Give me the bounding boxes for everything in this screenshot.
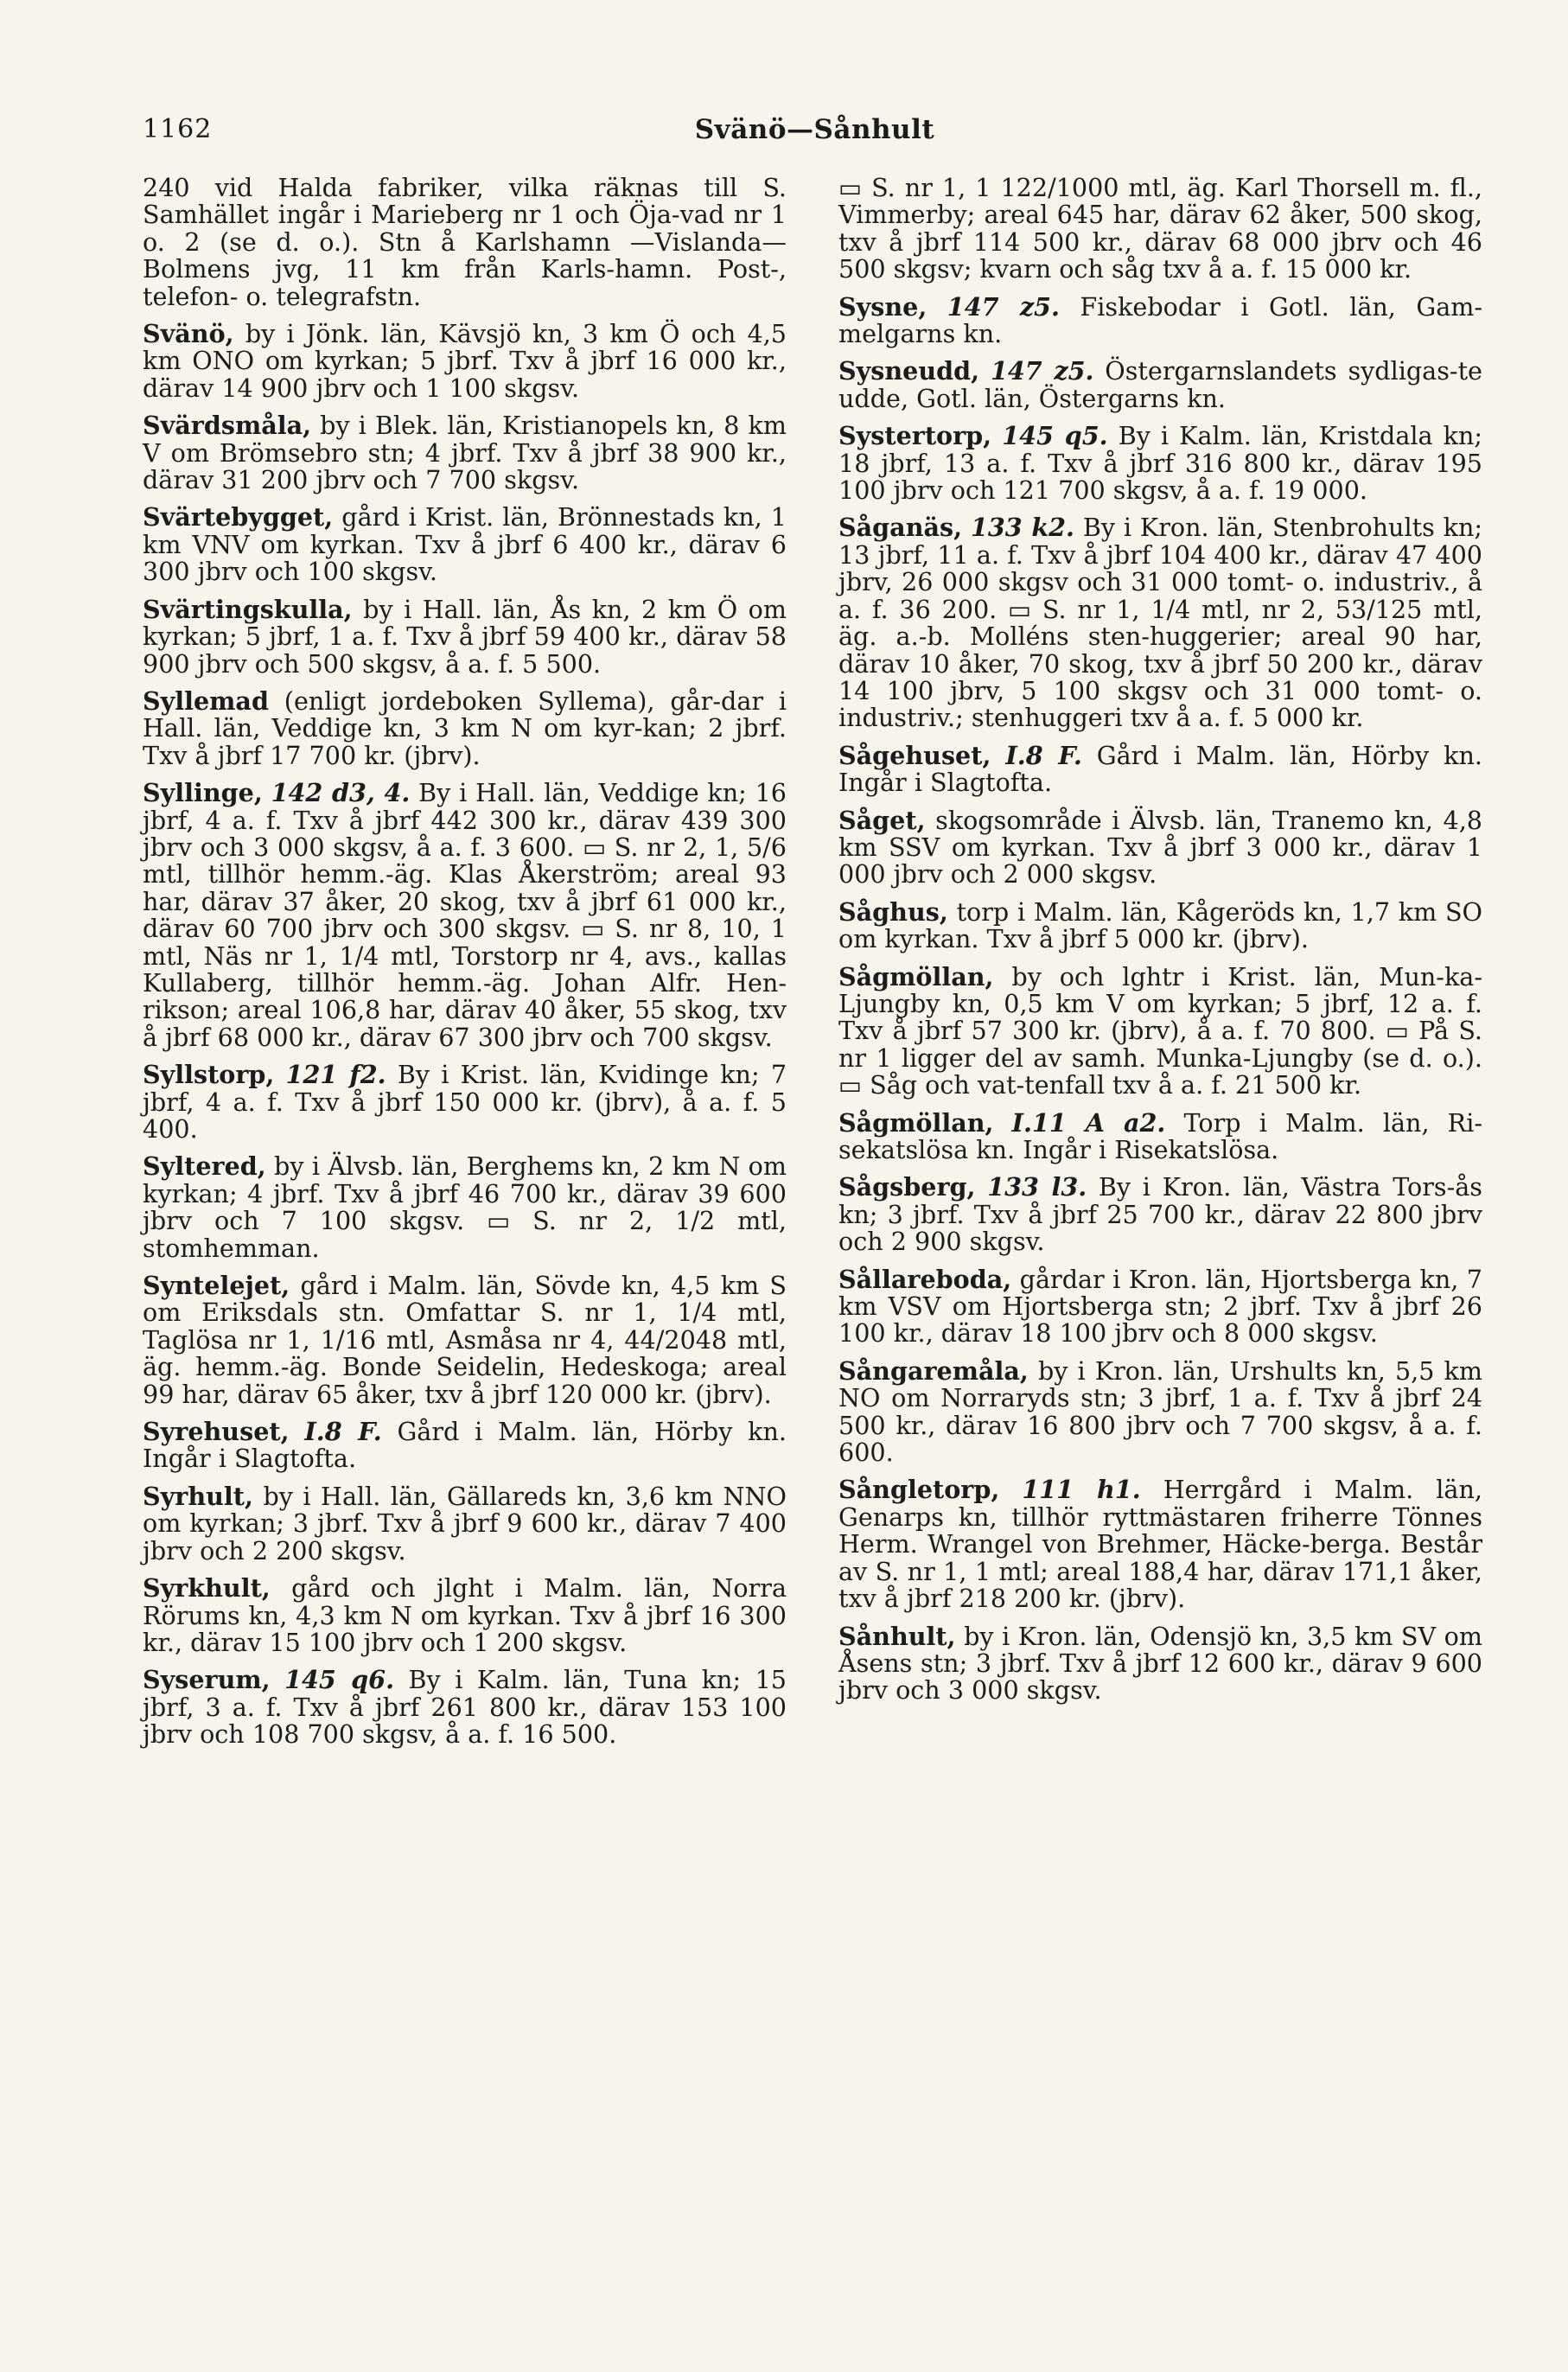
entry-text: gårdar i Kron. län, Hjortsberga kn, 7 km VSV om Hjortsberga stn; 2 jbrf. Txv å jbrf 26 100 kr., därav 18 100 jbrv och 8 000 skgsv. bbox=[838, 1264, 1482, 1349]
entry-headword: Systertorp, bbox=[838, 421, 992, 451]
entry-headword: Syserum, bbox=[143, 1665, 271, 1695]
entry-map-reference: 145 q5. bbox=[1002, 421, 1108, 451]
entry-headword: Sågsberg, bbox=[838, 1172, 976, 1202]
entry-text: by i Älvsb. län, Berghems kn, 2 km N om kyrkan; 4 jbrf. Txv å jbrf 46 700 kr., därav 39 600 jbrv och 7 100 skgsv. ▭ S. nr 2, 1/2 mtl, stomhemman. bbox=[143, 1151, 787, 1263]
entry-text: By i Hall. län, Veddige kn; 16 jbrf, 4 a. f. Txv å jbrf 442 300 kr., därav 439 300 jbrv och 3 000 skgsv, å a. f. 3 600. ▭ S. nr 2, 1, 5/6 mtl, tillhör hemm.-äg. Klas Åkerström; areal 93 har, därav 37 åker, 20 skog, txv å jbrf 61 000 kr., därav 60 700 jbrv och 300 skgsv. ▭ S. nr 8, 10, 1 mtl, Näs nr 1, 1/4 mtl, Torstorp nr 4, avs., kallas Kullaberg, tillhör hemm.-äg. Johan Alfr. Hen-rikson; areal 106,8 har, därav 40 åker, 55 skog, txv å jbrf 68 000 kr., därav 67 300 jbrv och 700 skgsv. bbox=[143, 778, 787, 1052]
entry-headword: Sågehuset, bbox=[838, 740, 991, 770]
entry-text: gård i Krist. län, Brönnestads kn, 1 km VNV om kyrkan. Txv å jbrf 6 400 kr., därav 6 300 jbrv och 100 skgsv. bbox=[143, 502, 787, 587]
entry-headword: Såghus, bbox=[838, 896, 948, 927]
entry-text: By i Kron. län, Västra Tors-ås kn; 3 jbrf. Txv å jbrf 25 700 kr., därav 22 800 jbrv och 2 900 skgsv. bbox=[838, 1172, 1482, 1257]
gazetteer-entry bbox=[143, 1153, 787, 1262]
entry-headword: Sysneudd, bbox=[838, 356, 980, 386]
gazetteer-entry bbox=[838, 1623, 1482, 1705]
gazetteer-entry bbox=[143, 504, 787, 585]
gazetteer-entry bbox=[143, 1667, 787, 1748]
entry-headword: Syrehuset, bbox=[143, 1417, 290, 1447]
entry-map-reference: 121 f2. bbox=[285, 1060, 386, 1090]
entry-map-reference: 133 l3. bbox=[987, 1172, 1087, 1202]
entry-text: Gård i Malm. län, Hörby kn. Ingår i Slagtofta. bbox=[143, 1417, 787, 1474]
entry-map-reference: 147 z5. bbox=[990, 356, 1094, 386]
entry-map-reference: 133 k2. bbox=[970, 513, 1075, 543]
gazetteer-entry bbox=[143, 1272, 787, 1408]
entry-map-reference: 147 z5. bbox=[947, 291, 1060, 322]
entry-text: ▭ S. nr 1, 1 122/1000 mtl, äg. Karl Thorsell m. fl., Vimmerby; areal 645 har, därav 62 åker, 500 skog, txv å jbrf 114 500 kr., därav 68 000 jbrv och 46 500 skgsv; kvarn och såg txv å a. f. 15 000 kr. bbox=[838, 173, 1482, 284]
entry-text: by i Hall. län, Ås kn, 2 km Ö om kyrkan; 5 jbrf, 1 a. f. Txv å jbrf 59 400 kr., därav 58 900 jbrv och 500 skgsv, å a. f. 5 500. bbox=[143, 594, 787, 679]
gazetteer-entry bbox=[838, 1266, 1482, 1348]
running-head: Svänö—Sånhult bbox=[694, 114, 935, 145]
entry-headword: Svänö, bbox=[143, 319, 234, 349]
entry-text: by i Blek. län, Kristianopels kn, 8 km V om Brömsebro stn; 4 jbrf. Txv å jbrf 38 900 kr., därav 31 200 jbrv och 7 700 skgsv. bbox=[143, 411, 787, 495]
entry-text: gård i Malm. län, Sövde kn, 4,5 km S om Eriksdals stn. Omfattar S. nr 1, 1/4 mtl, Taglösa nr 1, 1/16 mtl, Asmåsa nr 4, 44/2048 mtl, äg. hemm.-äg. Bonde Seidelin, Hedeskoga; areal 99 har, därav 65 åker, txv å jbrf 120 000 kr. (jbrv). bbox=[143, 1271, 787, 1409]
entry-headword: Syrkhult, bbox=[143, 1573, 271, 1604]
gazetteer-entry bbox=[143, 596, 787, 678]
gazetteer-entry bbox=[838, 1476, 1482, 1612]
gazetteer-entry bbox=[838, 358, 1482, 412]
entry-text: Fiskebodar i Gotl. län, Gam-melgarns kn. bbox=[838, 291, 1483, 349]
entry-text: By i Kalm. län, Kristdala kn; 18 jbrf, 13 a. f. Txv å jbrf 316 800 kr., därav 195 100 jbrv och 121 700 skgsv, å a. f. 19 000. bbox=[838, 421, 1482, 506]
entry-text: (enligt jordeboken Syllema), går-dar i Hall. län, Veddige kn, 3 km N om kyr-kan; 2 jbrf. Txv å jbrf 17 700 kr. (jbrv). bbox=[143, 685, 787, 770]
entry-headword: Svärtingskulla, bbox=[143, 594, 353, 624]
gazetteer-entry bbox=[143, 321, 787, 402]
entry-text: by i Jönk. län, Kävsjö kn, 3 km Ö och 4,5 km ONO om kyrkan; 5 jbrf. Txv å jbrf 16 000 kr., därav 14 900 jbrv och 1 100 skgsv. bbox=[143, 319, 787, 403]
entry-text: Herrgård i Malm. län, Genarps kn, tillhör ryttmästaren friherre Tönnes Herm. Wrangel von Brehmer, Häcke-berga. Består av S. nr 1, 1 mtl; areal 188,4 har, därav 171,1 åker, txv å jbrf 218 200 kr. (jbrv). bbox=[838, 1475, 1482, 1614]
entry-map-reference: 142 d3, 4. bbox=[271, 778, 411, 808]
gazetteer-entry bbox=[143, 412, 787, 494]
gazetteer-entry bbox=[143, 1419, 787, 1473]
entry-text: By i Kron. län, Stenbrohults kn; 13 jbrf, 11 a. f. Txv å jbrf 104 400 kr., därav 47 400 jbrv, 26 000 skgsv och 31 000 tomt- o. industriv., å a. f. 36 200. ▭ S. nr 1, 1/4 mtl, nr 2, 53/125 mtl, äg. a.-b. Molléns sten-huggerier; areal 90 har, därav 10 åker, 70 skog, txv å jbrf 50 200 kr., därav 14 100 jbrv, 5 100 skgsv och 31 000 tomt- o. industriv.; stenhuggeri txv å a. f. 5 000 kr. bbox=[838, 513, 1483, 733]
entry-headword: Sysne, bbox=[838, 291, 927, 322]
entry-headword: Såget, bbox=[838, 805, 926, 835]
entry-headword: Syllinge, bbox=[143, 778, 263, 808]
gazetteer-entry bbox=[143, 780, 787, 1051]
gazetteer-entry bbox=[838, 1107, 1483, 1164]
entry-headword: Sångaremåla, bbox=[838, 1355, 1029, 1386]
entry-headword: Syrhult, bbox=[143, 1481, 253, 1511]
entry-headword: Synteleјet, bbox=[143, 1271, 290, 1301]
entry-text: 240 vid Halda fabriker, vilka räknas till S. Samhället ingår i Marieberg nr 1 och Öja-vad nr 1 o. 2 (se d. o.). Stn å Karlshamn —Vislanda—Bolmens jvg, 11 km från Karls-hamn. Post-, telefon- o. telegrafstn. bbox=[143, 173, 787, 311]
entry-headword: Syllemad bbox=[143, 685, 269, 716]
entry-headword: Sågmöllan, bbox=[838, 961, 994, 992]
gazetteer-entry bbox=[143, 1483, 787, 1565]
entry-headword: Såganäs, bbox=[838, 513, 963, 543]
entry-text: torp i Malm. län, Kågeröds kn, 1,7 km SO om kyrkan. Txv å jbrf 5 000 kr. (jbrv). bbox=[838, 896, 1482, 954]
entry-map-reference: 145 q6. bbox=[284, 1665, 395, 1695]
entry-headword: Sångletorp, bbox=[838, 1475, 1000, 1505]
gazetteer-entry bbox=[838, 1355, 1482, 1468]
entry-text: Gård i Malm. län, Hörby kn. Ingår i Slagtofta. bbox=[838, 740, 1482, 798]
entry-text: by i Kron. län, Urshults kn, 5,5 km NO om Norraryds stn; 3 jbrf, 1 a. f. Txv å jbrf 24 500 kr., därav 16 800 jbrv och 7 700 skgsv, å a. f. 600. bbox=[838, 1355, 1482, 1468]
gazetteer-entry bbox=[838, 807, 1482, 889]
entry-map-reference: 111 h1. bbox=[1022, 1475, 1141, 1505]
gazetteer-entry bbox=[143, 1062, 787, 1143]
gazetteer-entry bbox=[143, 685, 787, 770]
entry-map-reference: I.11 A a2. bbox=[1011, 1107, 1166, 1138]
entry-text: by i Hall. län, Gällareds kn, 3,6 km NNO om kyrkan; 3 jbrf. Txv å jbrf 9 600 kr., därav 7 400 jbrv och 2 200 skgsv. bbox=[143, 1481, 787, 1565]
entry-text: gård och jlght i Malm. län, Norra Rörums kn, 4,3 km N om kyrkan. Txv å jbrf 16 300 kr., därav 15 100 jbrv och 1 200 skgsv. bbox=[143, 1573, 787, 1657]
entry-map-reference: I.8 F. bbox=[1005, 740, 1082, 770]
entry-headword: Syltered, bbox=[143, 1151, 266, 1182]
gazetteer-entry bbox=[838, 423, 1482, 504]
entry-headword: Svärtebygget, bbox=[143, 502, 334, 532]
entry-text: by och lghtr i Krist. län, Mun-ka-Ljungby kn, 0,5 km V om kyrkan; 5 jbrf, 12 a. f. Txv å jbrf 57 300 kr. (jbrv), å a. f. 70 800. ▭ På S. nr 1 ligger del av samh. Munka-Ljungby (se d. o.). ▭ Såg och vat-tenfall txv å a. f. 21 500 kr. bbox=[838, 961, 1482, 1100]
gazetteer-entry bbox=[838, 514, 1482, 731]
right-column bbox=[838, 175, 1482, 1715]
gazetteer-entry bbox=[143, 175, 787, 310]
gazetteer-entry bbox=[838, 896, 1482, 954]
entry-headword: Svärdsmåla, bbox=[143, 411, 312, 441]
gazetteer-entry bbox=[838, 1174, 1482, 1255]
entry-text: Torp i Malm. län, Ri-sekatslösa kn. Ingår i Risekatslösa. bbox=[838, 1107, 1483, 1164]
gazetteer-entry bbox=[838, 291, 1483, 349]
entry-headword: Sållareboda, bbox=[838, 1264, 1012, 1294]
gazetteer-entry bbox=[838, 175, 1482, 284]
left-column bbox=[143, 175, 787, 1759]
entry-text: skogsområde i Älvsb. län, Tranemo kn, 4,8 km SSV om kyrkan. Txv å jbrf 3 000 kr., därav 1 000 jbrv och 2 000 skgsv. bbox=[838, 805, 1482, 890]
entry-headword: Syllstorp, bbox=[143, 1060, 275, 1090]
gazetteer-entry bbox=[838, 961, 1482, 1100]
entry-headword: Sånhult, bbox=[838, 1621, 956, 1651]
gazetteer-entry bbox=[838, 740, 1482, 798]
page-number: 1162 bbox=[143, 114, 213, 144]
entry-map-reference: I.8 F. bbox=[304, 1417, 382, 1447]
entry-text: Östergarnslandets sydligas-te udde, Gotl. län, Östergarns kn. bbox=[838, 356, 1482, 413]
entry-text: by i Kron. län, Odensjö kn, 3,5 km SV om Åsens stn; 3 jbrf. Txv å jbrf 12 600 kr., därav 9 600 jbrv och 3 000 skgsv. bbox=[838, 1621, 1482, 1706]
gazetteer-entry bbox=[143, 1575, 787, 1656]
page-header bbox=[143, 114, 1487, 149]
entry-headword: Sågmöllan, bbox=[838, 1107, 994, 1138]
entry-text: By i Krist. län, Kvidinge kn; 7 jbrf, 4 a. f. Txv å jbrf 150 000 kr. (jbrv), å a. f. 5 400. bbox=[143, 1060, 787, 1144]
entry-text: By i Kalm. län, Tuna kn; 15 jbrf, 3 a. f. Txv å jbrf 261 800 kr., därav 153 100 jbrv och 108 700 skgsv, å a. f. 16 500. bbox=[143, 1665, 787, 1750]
